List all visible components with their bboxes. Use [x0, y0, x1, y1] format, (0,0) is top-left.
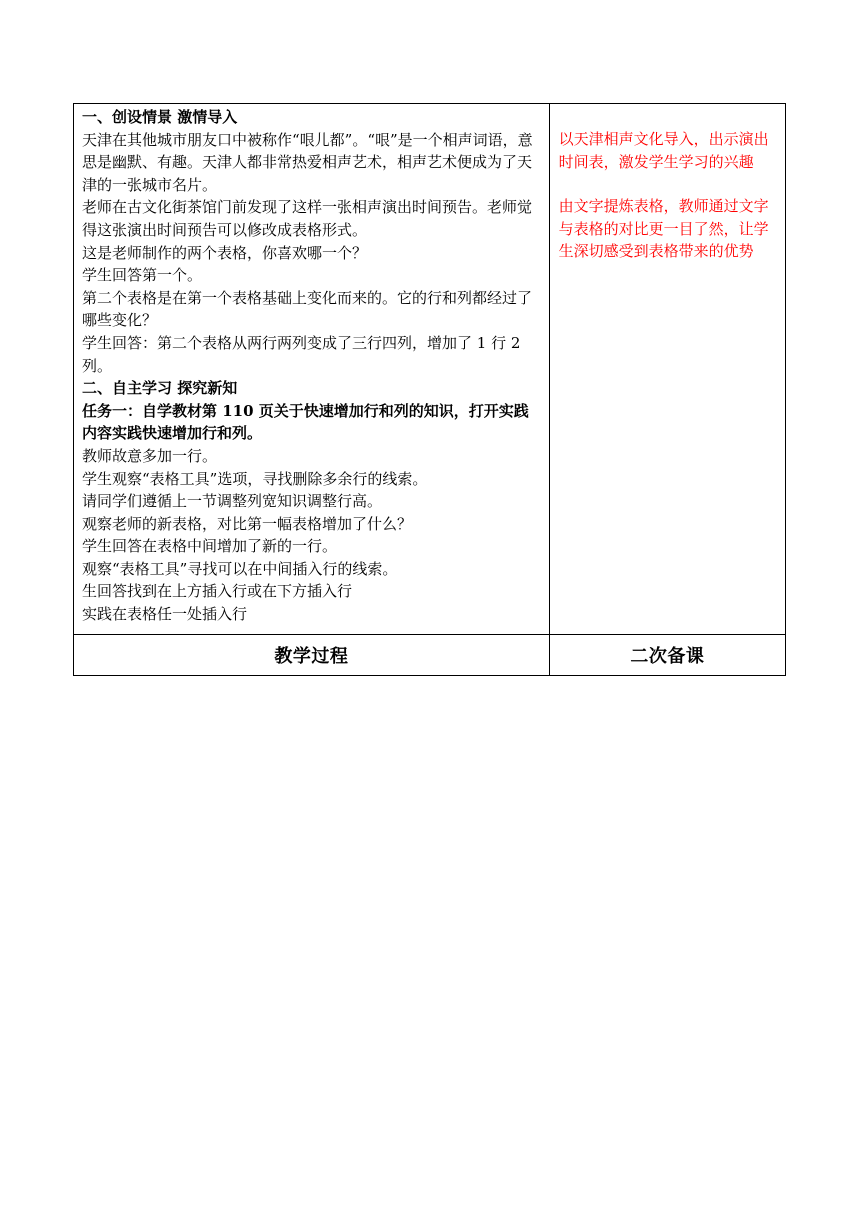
paragraph: 生回答找到在上方插入行或在下方插入行	[82, 582, 353, 601]
section-heading: 二、自主学习 探究新知	[82, 379, 238, 398]
paragraph: 教师故意多加一行。	[82, 446, 218, 465]
task-heading: 任务一：自学教材第 110 页关于快速增加行和列的知识，打开实践内容实践快速增加行和列。	[82, 401, 529, 443]
teaching-process-content	[74, 104, 549, 626]
paragraph: 实践在表格任一处插入行	[82, 605, 248, 624]
paragraph: 天津在其他城市朋友口中被称作“哏儿都”。“哏”是一个相声词语，意思是幽默、有趣。天津人都非常热爱相声艺术，相声艺术便成为了天津的一张城市名片。	[82, 130, 533, 194]
teacher-note: 以天津相声文化导入，出示演出时间表，激发学生学习的兴趣	[558, 130, 769, 171]
paragraph: 观察“表格工具”寻找可以在中间插入行的线索。	[82, 559, 398, 578]
paragraph: 老师在古文化街茶馆门前发现了这样一张相声演出时间预告。老师觉得这张演出时间预告可以修改成表格形式。	[82, 198, 533, 239]
second-preparation-header: 二次备课	[549, 635, 785, 676]
note-spacer	[559, 173, 779, 195]
paragraph: 这是老师制作的两个表格，你喜欢哪一个？	[82, 243, 368, 262]
teacher-note: 由文字提炼表格，教师通过文字与表格的对比更一目了然，让学生深切感受到表格带来的优势	[558, 197, 769, 261]
second-preparation-cell	[549, 104, 785, 635]
paragraph: 第二个表格是在第一个表格基础上变化而来的。它的行和列都经过了哪些变化？	[82, 288, 533, 330]
teaching-process-cell	[74, 104, 550, 635]
paragraph: 学生回答：第二个表格从两行两列变成了三行四列，增加了 1 行 2 列。	[82, 333, 521, 375]
lesson-plan-table	[73, 103, 786, 676]
paragraph: 请同学们遵循上一节调整列宽知识调整行高。	[82, 492, 383, 511]
header-row	[74, 635, 786, 676]
teaching-process-header: 教学过程	[74, 635, 550, 676]
paragraph: 观察老师的新表格，对比第一幅表格增加了什么？	[82, 514, 413, 533]
paragraph: 学生观察“表格工具”选项，寻找删除多余行的线索。	[82, 469, 428, 488]
second-preparation-notes	[550, 104, 785, 263]
paragraph: 学生回答在表格中间增加了新的一行。	[82, 537, 338, 556]
section-heading: 一、创设情景 激情导入	[82, 108, 238, 126]
paragraph: 学生回答第一个。	[82, 266, 203, 285]
content-row	[74, 104, 786, 635]
